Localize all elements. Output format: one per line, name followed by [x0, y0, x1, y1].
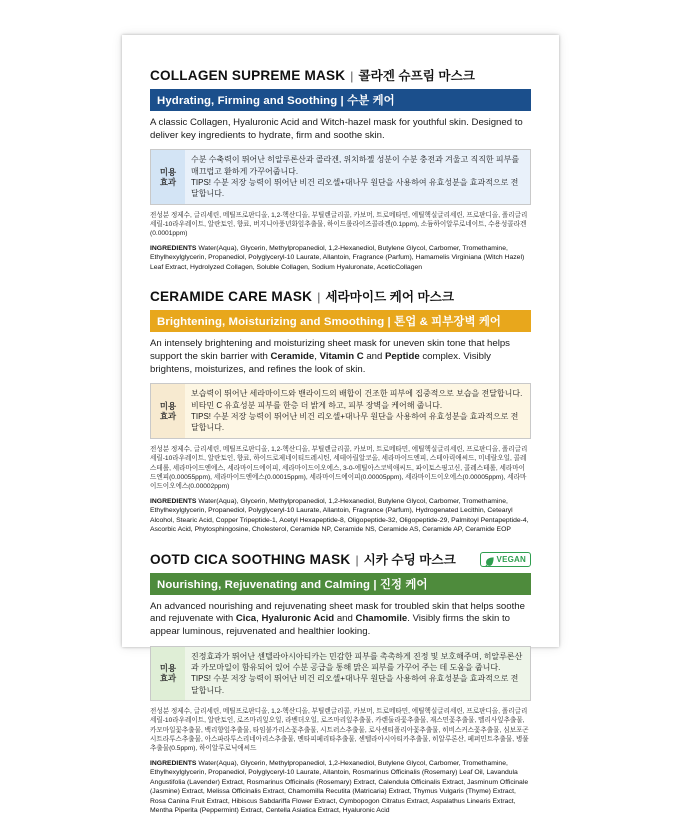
beauty-effect-box	[150, 383, 531, 438]
benefit-banner-sep: |	[340, 95, 344, 107]
ingredients-text: Water(Aqua), Glycerin, Methylpropanediol, 1,2-Hexanediol, Butylene Glycol, Carbomer, Tromethamine, Ethylhexylglycerin, Propanediol, Polyglyceryl-10 Laurate, Allantoin, Fragrance (Parfum), Hydrogenated Lecithin, Cetearyl Alcohol, Stearic Acid, Copper Tripeptide-1, Acetyl Hexapeptide-8, Oligopeptide-32, Oligopeptide-29, Palmitoyl Pentapeptide-4, Ascorbic Acid, Phytosphingosine, Cholesterol, Ceramide NP, Ceramide NS, Ceramide AS, Ceramide AP, Ceramide EOP	[150, 497, 529, 534]
product-section-ceramide	[150, 286, 531, 534]
ingredients-label: INGREDIENTS	[150, 759, 197, 767]
ingredients-text: Water(Aqua), Glycerin, Methylpropanediol, 1,2-Hexanediol, Butylene Glycol, Carbomer, Tromethamine, Ethylhexylglycerin, Propanediol, Polyglyceryl-10 Laurate, Allantoin, Rosmarinus Officinalis (Rosemary) Leaf Oil, Lavandula Angustifolia (Lavender) Extract, Rosmarinus Officinalis (Rosemary) Extract, Calendula Officinalis Extract, Jasminum Officinale (Jasmine) Extract, Melissa Officinalis Extract, Chamomilla Recutita (Matricaria) Extract, Thymus Vulgaris (Thyme) Extract, Rosa Canina Fruit Extract, Hibiscus Sabdariffa Flower Extract, Cymbopogon Citratus Extract, Aspalathus Linearis Extract, Mentha Piperita (Peppermint) Extract, Centella Asiatica Extract, Hyaluronic Acid	[150, 759, 529, 815]
section-title-row	[150, 286, 531, 305]
beauty-effect-label-line1: 미용	[159, 662, 177, 673]
title-separator: |	[317, 290, 321, 305]
beauty-effect-box	[150, 646, 531, 701]
benefit-banner	[150, 89, 531, 111]
product-title-kr: 세라마이드 케어 마스크	[325, 290, 454, 305]
ingredients-korean: 전성분 정제수, 글리세린, 메틸프로판디올, 1,2-헥산디올, 부틸렌글리콜, 카보머, 트로메타민, 에틸헥실글리세린, 프로판디올, 폴리글리세릴-10라우레이트, 알란토인, 향료, 버지니아풍년화잎추출물, 하이드롤라이즈콜라겐(0.1ppm), 소듐하이알루로네이트, 수용성콜라겐(0.0001ppm)	[150, 211, 528, 238]
product-title-kr: 콜라겐 슈프림 마스크	[358, 69, 475, 83]
ingredients-english	[150, 497, 531, 535]
product-description: An intensely brightening and moisturizing sheet mask for uneven skin tone that helps support the skin barrier with Ceramide, Vitamin C and Peptide complex. Visibly brightens, moisturizes, and refines the look of skin.	[150, 338, 510, 375]
product-description: A classic Collagen, Hyaluronic Acid and Witch-hazel mask for youthful skin. Designed to deliver key ingredients to hydrate, firm and soothe skin.	[150, 117, 523, 141]
ingredients-korean: 전성분 정제수, 글리세린, 메틸프로판디올, 1,2-헥산디올, 부틸렌글리콜, 카보머, 트로메타민, 에틸헥실글리세린, 프로판디올, 폴리글리세릴-10라우레이트, 알란토인, 향료, 하이드로제네이티드레시틴, 세테아릴알코올, 세라마이드엔피, 스테아릭애씨드, 미네랄오일, 콜레스테롤, 세라마이드엔에스, 세라마이드에이피, 세라마이드이오에스, 3-0-에틸아스코빅애씨드, 파이토스핑고신, 콜레스테롤, 세라마이드엔피(0.00055ppm), 세라마이드엔에스(0.00015ppm), 세라마이드에이피(0.00005ppm), 세라마이드이오에스(0.00005ppm), 세라마이드이오에스(0.00002ppm)	[150, 445, 528, 491]
benefit-banner	[150, 310, 531, 332]
vegan-badge-label: VEGAN	[496, 554, 526, 564]
beauty-effect-tip: TIPS! 수분 저장 능력이 뛰어난 비건 리오셀+대나무 원단을 사용하여 유효성분을 효과적으로 전달합니다.	[191, 412, 519, 433]
product-title-en: CERAMIDE CARE MASK	[150, 289, 313, 305]
product-title-en: COLLAGEN SUPREME MASK	[150, 68, 346, 83]
title-separator: |	[355, 552, 359, 567]
benefit-banner-kr: 톤업 & 피부장벽 케어	[394, 316, 502, 329]
beauty-effect-label-line2: 효과	[159, 673, 177, 684]
beauty-effect-tip: TIPS! 수분 저장 능력이 뛰어난 비건 리오셀+대나무 원단을 사용하여 유효성분을 효과적으로 전달합니다.	[191, 674, 519, 695]
benefit-banner-kr: 수분 케어	[347, 95, 395, 107]
beauty-effect-box	[150, 149, 531, 204]
product-insert-page	[122, 35, 559, 815]
beauty-effect-label-line1: 미용	[159, 400, 177, 411]
product-title-kr: 시카 수딩 마스크	[363, 552, 456, 567]
benefit-banner-en: Nourishing, Rejuvenating and Calming	[157, 578, 371, 591]
vegan-badge	[480, 552, 531, 567]
section-title-row	[150, 549, 531, 568]
ingredients-label: INGREDIENTS	[150, 497, 197, 505]
beauty-effect-body	[185, 150, 530, 203]
product-section-cica	[150, 549, 531, 816]
beauty-effect-body	[185, 384, 530, 437]
ingredients-text: Water(Aqua), Glycerin, Methylpropanediol, 1,2-Hexanediol, Butylene Glycol, Carbomer, Tromethamine, Ethylhexylglycerin, Propanediol, Polyglyceryl-10 Laurate, Allantoin, Fragrance (Parfum), Hamamelis Virginiana (Witch Hazel) Leaf Extract, Hydrolyzed Collagen, Soluble Collagen, Sodium Hyaluronate, AceticCollagen	[150, 244, 525, 271]
benefit-banner-kr: 진정 케어	[379, 578, 428, 591]
beauty-effect-text: 진정효과가 뛰어난 센텔라아시아티카는 민감한 피부를 촉촉하게 진정 및 보호해주며, 히알루론산과 카모마일이 함유되어 있어 수분 공급을 통해 맑은 피부를 가꾸어 주는 데 도움을 줍니다.	[191, 651, 523, 672]
ingredients-label: INGREDIENTS	[150, 244, 197, 252]
beauty-effect-label-line2: 효과	[159, 177, 177, 188]
beauty-effect-label	[151, 647, 185, 700]
section-title-row	[150, 65, 531, 84]
beauty-effect-label	[151, 384, 185, 437]
beauty-effect-tip: TIPS! 수분 저장 능력이 뛰어난 비건 리오셀+대나무 원단을 사용하여 유효성분을 효과적으로 전달합니다.	[191, 178, 519, 199]
product-description: An advanced nourishing and rejuvenating sheet mask for troubled skin that helps soothe and rejuvenate with Cica, Hyaluronic Acid and Chamomile. Visibly firms the skin to appear luminous, rejuvenated and healthier looking.	[150, 600, 525, 637]
product-title-en: OOTD CICA SOOTHING MASK	[150, 551, 351, 567]
beauty-effect-label-line2: 효과	[159, 411, 177, 422]
benefit-banner-sep: |	[387, 316, 391, 329]
ingredients-korean: 전성분 정제수, 글리세린, 메틸프로판디올, 1,2-헥산디올, 부틸렌글리콜, 카보머, 트로메타민, 에틸헥실글리세린, 프로판디올, 폴리글리세릴-10라우레이트, 알란토인, 로즈마리잎오일, 라벤더오일, 로즈마리잎추출물, 카렌둘라꽃추출물, 재스민꽃추출물, 멜리사잎추출물, 카모마일꽃추출물, 백리향잎추출물, 타임불가리스꽃추출물, 시트러스추출물, 로사센티폴리아꽃추출물, 히비스커스꽃추출물, 심보포곤시트라투스추출물, 아스파라투스리네아리스추출물, 멘타피페리타추출물, 센텔라아시아티카추출물, 히알루론산, 페퍼민트추출물, 병풀추출물(0.5ppm), 하이알루로닉애씨드	[150, 708, 529, 753]
benefit-banner-en: Hydrating, Firming and Soothing	[157, 95, 338, 107]
product-section-collagen	[150, 65, 531, 272]
beauty-effect-label-line1: 미용	[159, 166, 177, 177]
leaf-icon	[484, 554, 495, 565]
ingredients-english	[150, 759, 531, 816]
beauty-effect-body	[185, 647, 530, 700]
title-separator: |	[350, 69, 354, 83]
benefit-banner	[150, 573, 531, 595]
beauty-effect-text: 보습력이 뛰어난 세라마이드와 밴라이드의 배합이 건조한 피부에 집중적으로 보습을 전달합니다. 비타민 C 유효성분 피부를 한층 더 밝게 하고, 피부 장벽을 케어해 줍니다.	[191, 389, 523, 410]
beauty-effect-label	[151, 150, 185, 203]
benefit-banner-sep: |	[373, 578, 377, 591]
ingredients-english	[150, 244, 531, 273]
beauty-effect-text: 수분 수축력이 뛰어난 히알루론산과 콜라겐, 위치하젤 성분이 수분 충전과 겨울고 직직한 피부를 매끄럽고 환하게 가꾸어줍니다.	[191, 155, 520, 176]
benefit-banner-en: Brightening, Moisturizing and Smoothing	[157, 316, 385, 329]
